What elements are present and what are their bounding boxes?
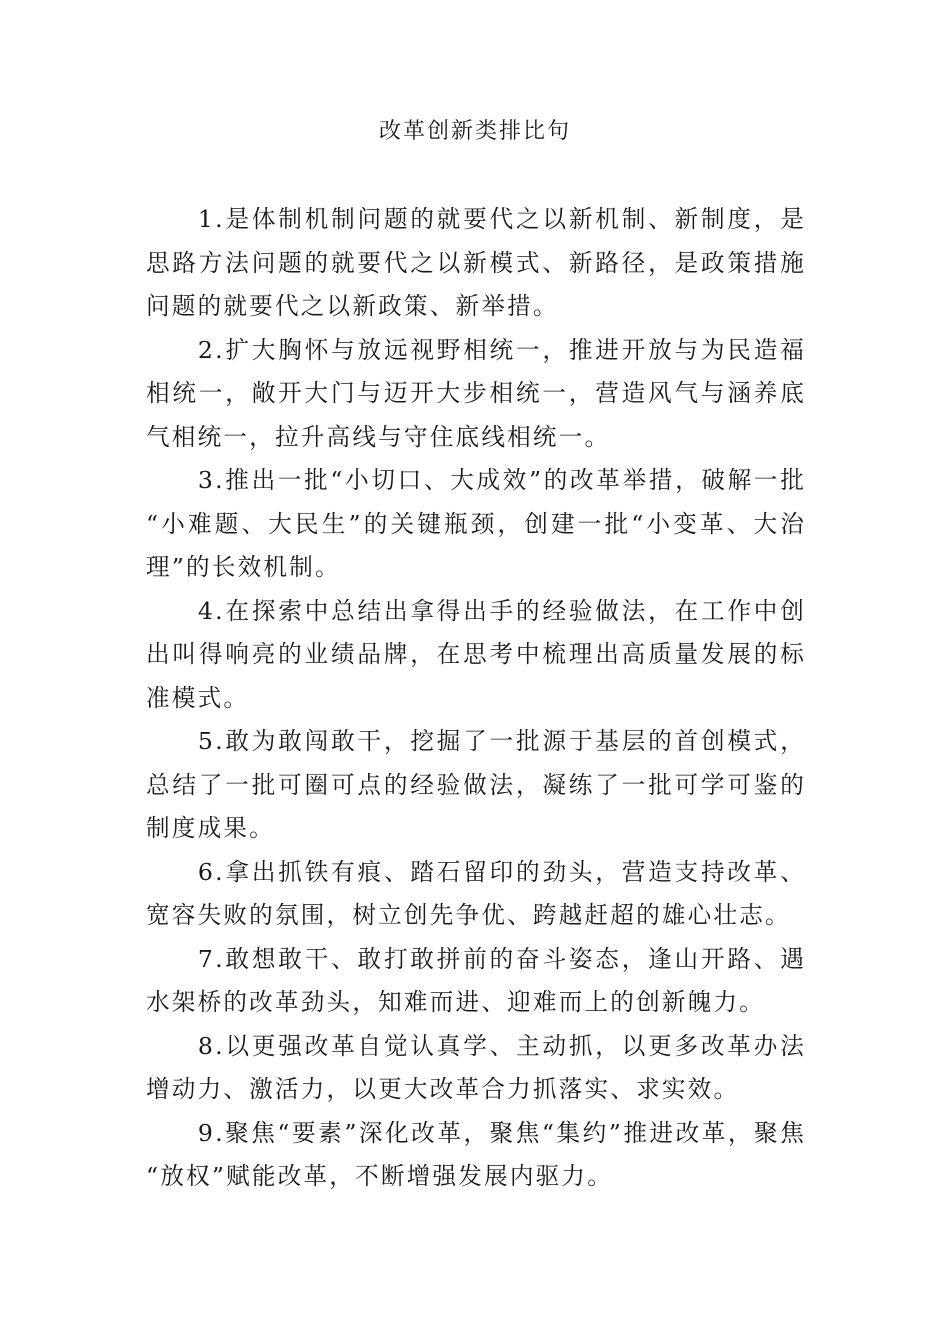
paragraph-8: 8.以更强改革自觉认真学、主动抓，以更多改革办法增动力、激活力，以更大改革合力抓落实、求实效。	[146, 1031, 806, 1103]
paragraph-7: 7.敢想敢干、敢打敢拼前的奋斗姿态，逢山开路、遇水架桥的改革劲头，知难而进、迎难而上的创新魄力。	[146, 944, 806, 1016]
paragraph-3: 3.推出一批“小切口、大成效”的改革举措，破解一批“小难题、大民生”的关键瓶颈，创建一批“小变革、大治理”的长效机制。	[146, 466, 806, 581]
paragraph-9: 9.聚焦“要素”深化改革，聚焦“集约”推进改革，聚焦“放权”赋能改革，不断增强发展内驱力。	[146, 1118, 806, 1190]
paragraph-5: 5.敢为敢闯敢干，挖掘了一批源于基层的首创模式，总结了一批可圈可点的经验做法，凝练了一批可学可鉴的制度成果。	[146, 727, 806, 842]
paragraph-2: 2.扩大胸怀与放远视野相统一，推进开放与为民造福相统一，敞开大门与迈开大步相统一，营造风气与涵养底气相统一，拉升高线与守住底线相统一。	[146, 335, 806, 451]
paragraph-1: 1.是体制机制问题的就要代之以新机制、新制度，是思路方法问题的就要代之以新模式、新路径，是政策措施问题的就要代之以新政策、新举措。	[146, 205, 806, 320]
paragraph-4: 4.在探索中总结出拿得出手的经验做法，在工作中创出叫得响亮的业绩品牌，在思考中梳理出高质量发展的标准模式。	[146, 596, 806, 712]
paragraph-6: 6.拿出抓铁有痕、踏石留印的劲头，营造支持改革、宽容失败的氛围，树立创先争优、跨越赶超的雄心壮志。	[146, 857, 806, 929]
document-title: 改革创新类排比句	[378, 119, 571, 144]
document-body	[146, 198, 806, 1199]
